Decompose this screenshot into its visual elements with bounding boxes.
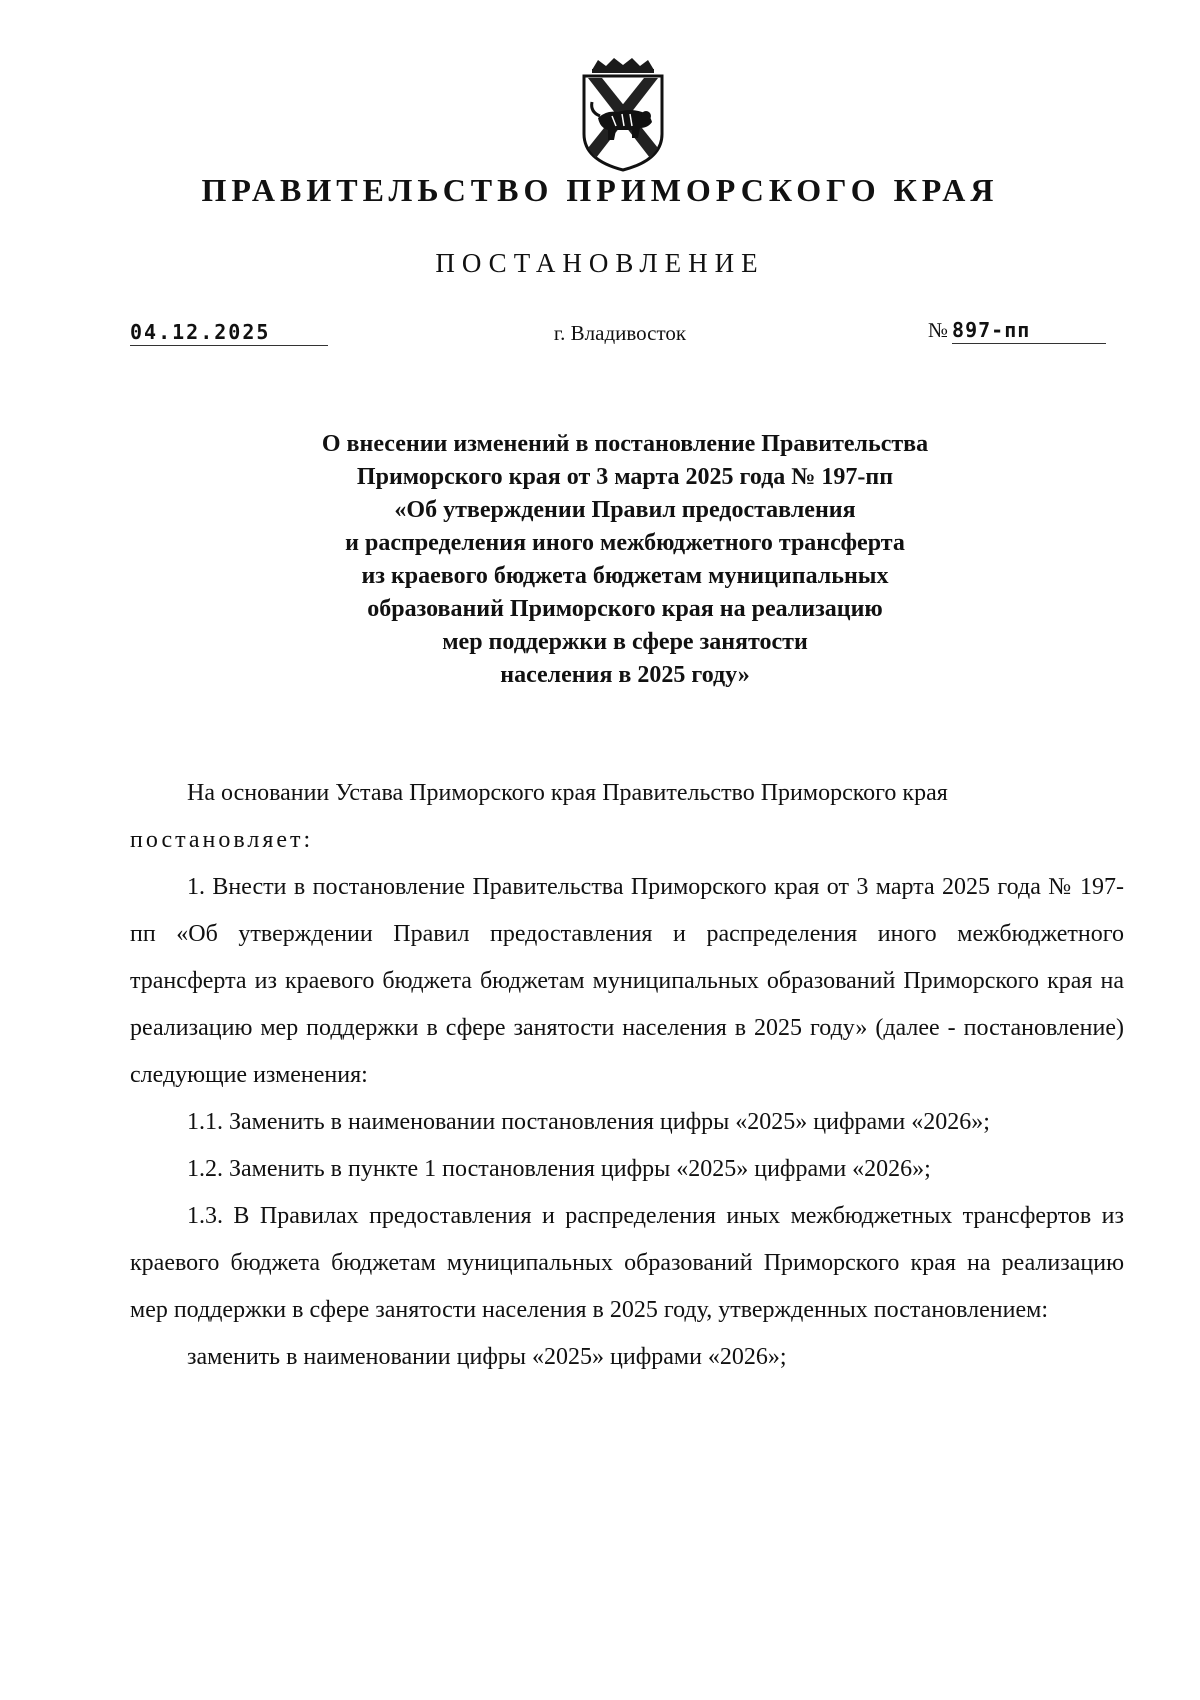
- item-paragraph: 1.3. В Правилах предоставления и распределения иных межбюджетных трансфертов из краевого бюджета бюджетам муниципальных образований Приморского края на реализацию мер поддержки в сфере занятости населения в 2025 году, утвержденных постановлением:: [130, 1203, 1124, 1323]
- item-paragraph: заменить в наименовании цифры «2025» цифрами «2026»;: [187, 1344, 787, 1370]
- document-city: г. Владивосток: [553, 321, 687, 345]
- organization-title: ПРАВИТЕЛЬСТВО ПРИМОРСКОГО КРАЯ: [201, 172, 999, 208]
- coat-of-arms-icon: [572, 56, 674, 172]
- document-type: ПОСТАНОВЛЕНИЕ: [435, 248, 765, 278]
- subject-line: мер поддержки в сфере занятости: [442, 629, 808, 655]
- subject-line: образований Приморского края на реализацию: [367, 596, 883, 622]
- item-paragraph: 1.1. Заменить в наименовании постановления цифры «2025» цифрами «2026»;: [187, 1109, 990, 1135]
- preamble-paragraph: На основании Устава Приморского края Правительство Приморского края: [187, 780, 948, 806]
- subject-line: Приморского края от 3 марта 2025 года № 197-пп: [356, 464, 894, 490]
- number-value: 897-пп: [952, 318, 1106, 344]
- subject-line: из краевого бюджета бюджетам муниципальных: [361, 563, 889, 589]
- document-date: 04.12.2025: [130, 320, 328, 346]
- document-number: [928, 318, 1106, 344]
- document-subject: [200, 428, 1050, 692]
- subject-line: населения в 2025 году»: [500, 662, 750, 688]
- subject-line: О внесении изменений в постановление Правительства: [321, 431, 929, 457]
- resolves-line: [130, 817, 1124, 864]
- resolves-word: постановляет:: [130, 827, 314, 853]
- item-paragraph: 1. Внести в постановление Правительства Приморского края от 3 марта 2025 года № 197-пп «Об утверждении Правил предоставления и распределения иного межбюджетного трансферта из краевого бюджета бюджетам муниципальных образований Приморского края на реализацию мер поддержки в сфере занятости населения в 2025 году» (далее - постановление) следующие изменения:: [130, 874, 1124, 1088]
- item-paragraph: 1.2. Заменить в пункте 1 постановления цифры «2025» цифрами «2026»;: [187, 1156, 931, 1182]
- subject-line: и распределения иного межбюджетного трансферта: [345, 530, 905, 556]
- number-label: №: [928, 318, 949, 342]
- subject-line: «Об утверждении Правил предоставления: [394, 497, 856, 523]
- document-body: [130, 770, 1124, 1381]
